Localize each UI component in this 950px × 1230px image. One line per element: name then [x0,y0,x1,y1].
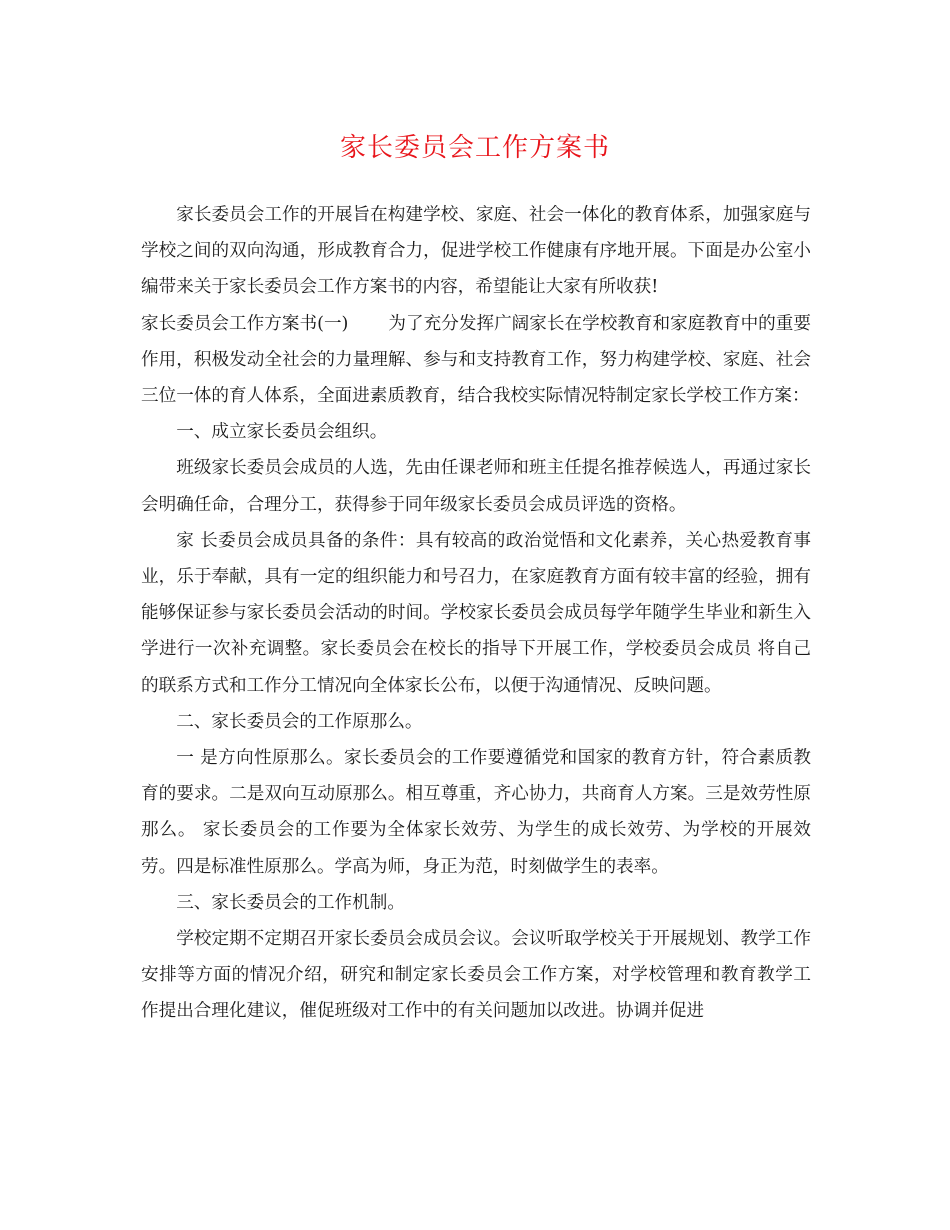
part3-heading: 三、家长委员会的工作机制。 [176,892,405,913]
part2-paragraph-1: 一 是方向性原那么。家长委员会的工作要遵循党和国家的教育方针，符合素质教育的要求。二是双向互动原那么。相互尊重，齐心协力，共商育人方案。三是效劳性原那么。 家长委员会的工作要为全体家长效劳、为学生的成长效劳、为学校的开展效劳。四是标准性原那么。学高为师，身正为范，时刻做学生的表率。 [141,748,811,877]
document-title: 家长委员会工作方案书 [339,133,610,163]
document-body [141,197,811,1030]
part2-heading: 二、家长委员会的工作原那么。 [176,711,423,732]
part1-paragraph-1: 班级家长委员会成员的人选，先由任课老师和班主任提名推荐候选人，再通过家长会明确任命，合理分工，获得参于同年级家长委员会成员评选的资格。 [141,458,811,515]
section-heading: 家长委员会工作方案书(一) [141,313,349,334]
intro-paragraph: 家长委员会工作的开展旨在构建学校、家庭、社会一体化的教育体系，加强家庭与学校之间的双向沟通，形成教育合力，促进学校工作健康有序地开展。下面是办公室小编带来关于家长委员会工作方案书的内容，希望能让大家有所收获! [141,205,811,298]
section-paragraph [141,306,811,415]
part1-paragraph-2: 家 长委员会成员具备的条件：具有较高的政治觉悟和文化素养，关心热爱教育事业，乐于奉献，具有一定的组织能力和号召力，在家庭教育方面有较丰富的经验，拥有 能够保证参与家长委员会活动的时间。学校家长委员会成员每学年随学生毕业和新生入学进行一次补充调整。家长委员会在校长的指导下开展工作，学校委员会成员 将自己的联系方式和工作分工情况向全体家长公布，以便于沟通情况、反映问题。 [141,530,811,696]
part1-heading: 一、成立家长委员会组织。 [176,422,388,443]
section-intro: 为了充分发挥广阔家长在学校教育和家庭教育中的重要作用，积极发动全社会的力量理解、参与和支持教育工作，努力构建学校、家庭、社会三位一体的育人体系，全面进素质教育，结合我校实际情况特制定家长学校工作方案： [141,313,811,407]
part3-paragraph-1: 学校定期不定期召开家长委员会成员会议。会议听取学校关于开展规划、教学工作安排等方面的情况介绍，研究和制定家长委员会工作方案，对学校管理和教育教学工 作提出合理化建议，催促班级对工作中的有关问题加以改进。协调并促进 [141,929,811,1022]
